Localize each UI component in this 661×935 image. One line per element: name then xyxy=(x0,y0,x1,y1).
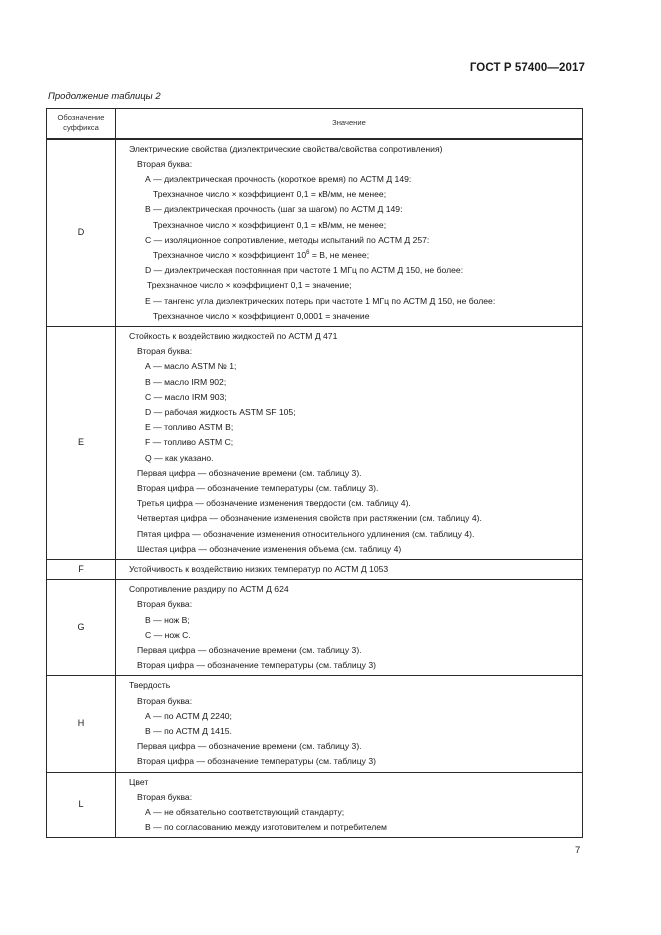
value-line: Стойкость к воздействию жидкостей по АСТМ Д 471 xyxy=(129,330,338,341)
value-line: Первая цифра — обозначение времени (см. таблицу 3). xyxy=(137,741,362,752)
value-line: В — по АСТМ Д 1415. xyxy=(145,726,232,737)
value-line: А — не обязательно соответствующий стандарту; xyxy=(145,807,345,818)
value-line: Q — как указано. xyxy=(145,452,214,463)
value-line: D — рабочая жидкость ASTM SF 105; xyxy=(145,406,296,417)
value-line: А — масло ASTM № 1; xyxy=(145,361,237,372)
value-cell xyxy=(116,326,583,559)
suffix-code: L xyxy=(47,772,116,838)
value-line: F — топливо ASTM С; xyxy=(145,437,234,448)
value-line: Пятая цифра — обозначение изменения относительного удлинения (см. таблицу 4). xyxy=(137,528,475,539)
value-line: Вторая буква: xyxy=(137,158,193,169)
table-row-e xyxy=(47,326,583,559)
value-line: В — нож В; xyxy=(145,614,190,625)
value-line: Четвертая цифра — обозначение изменения свойств при растяжении (см. таблицу 4). xyxy=(137,513,482,524)
table-header-row xyxy=(47,109,583,139)
value-line: Устойчивость к воздействию низких температур по АСТМ Д 1053 xyxy=(129,563,389,574)
value-cell xyxy=(116,676,583,772)
value-line: Е — тангенс угла диэлектрических потерь при частоте 1 МГц по АСТМ Д 150, не более: xyxy=(145,295,496,306)
value-line: Трехзначное число × коэффициент 0,1 = кВ/мм, не менее; xyxy=(153,219,387,230)
page-number: 7 xyxy=(575,845,581,856)
value-line: В — по согласованию между изготовителем и потребителем xyxy=(145,822,387,833)
value-line: Третья цифра — обозначение изменения твердости (см. таблицу 4). xyxy=(137,498,411,509)
value-line: Цвет xyxy=(129,776,149,787)
value-line: Электрические свойства (диэлектрические свойства/свойства сопротивления) xyxy=(129,143,443,154)
value-line: Е — топливо ASTM В; xyxy=(145,422,234,433)
col-header-value: Значение xyxy=(116,109,583,139)
value-cell xyxy=(116,580,583,676)
table-caption: Продолжение таблицы 2 xyxy=(48,91,161,102)
suffix-code: G xyxy=(47,580,116,676)
value-text: Трехзначное число × коэффициент 10 xyxy=(153,249,307,260)
value-line: Трехзначное число × коэффициент 0,0001 = значение xyxy=(153,310,370,321)
value-line: D — диэлектрическая постоянная при частоте 1 МГц по АСТМ Д 150, не более: xyxy=(145,265,464,276)
value-line: Вторая буква: xyxy=(137,695,193,706)
value-line: Вторая цифра — обозначение температуры (см. таблицу 3). xyxy=(137,482,379,493)
table-row-d xyxy=(47,139,583,327)
table-row-h xyxy=(47,676,583,772)
value-line: А — по АСТМ Д 2240; xyxy=(145,710,232,721)
value-line: Вторая буква: xyxy=(137,791,193,802)
suffix-code: F xyxy=(47,559,116,579)
value-line: Трехзначное число × коэффициент 0,1 = значение; xyxy=(147,280,352,291)
value-cell xyxy=(116,559,583,579)
value-line: В — диэлектрическая прочность (шаг за шагом) по АСТМ Д 149: xyxy=(145,204,403,215)
suffix-code: E xyxy=(47,326,116,559)
value-line: А — диэлектрическая прочность (короткое время) по АСТМ Д 149: xyxy=(145,173,412,184)
table-row-f xyxy=(47,559,583,579)
standard-designation: ГОСТ Р 57400—2017 xyxy=(469,62,585,74)
value-line: С — нож С. xyxy=(145,629,191,640)
value-line: Шестая цифра — обозначение изменения объема (см. таблицу 4) xyxy=(137,543,402,554)
value-line: В — масло IRM 902; xyxy=(145,376,227,387)
value-line: Вторая буква: xyxy=(137,599,193,610)
value-line xyxy=(116,248,578,263)
properties-table xyxy=(46,108,583,838)
value-line: Первая цифра — обозначение времени (см. таблицу 3). xyxy=(137,467,362,478)
suffix-code: H xyxy=(47,676,116,772)
value-line: Вторая цифра — обозначение температуры (см. таблицу 3) xyxy=(137,756,376,767)
value-line: Вторая цифра — обозначение температуры (см. таблицу 3) xyxy=(137,660,376,671)
value-line: Твердость xyxy=(129,680,171,691)
superscript: 6 xyxy=(306,249,310,256)
value-line: Вторая буква: xyxy=(137,346,193,357)
value-line: С — масло IRM 903; xyxy=(145,391,227,402)
value-line: Первая цифра — обозначение времени (см. таблицу 3). xyxy=(137,645,362,655)
table-row-l xyxy=(47,772,583,838)
suffix-code: D xyxy=(47,139,116,327)
value-cell xyxy=(116,139,583,327)
col-header-code: Обозначение суффикса xyxy=(47,109,116,139)
value-line: Трехзначное число × коэффициент 0,1 = кВ/мм, не менее; xyxy=(153,189,387,200)
value-line: С — изоляционное сопротивление, методы испытаний по АСТМ Д 257: xyxy=(145,234,430,245)
value-line: Сопротивление раздиру по АСТМ Д 624 xyxy=(129,584,289,595)
value-cell xyxy=(116,772,583,838)
value-text: = В, не менее; xyxy=(309,249,370,260)
table-row-g xyxy=(47,580,583,676)
